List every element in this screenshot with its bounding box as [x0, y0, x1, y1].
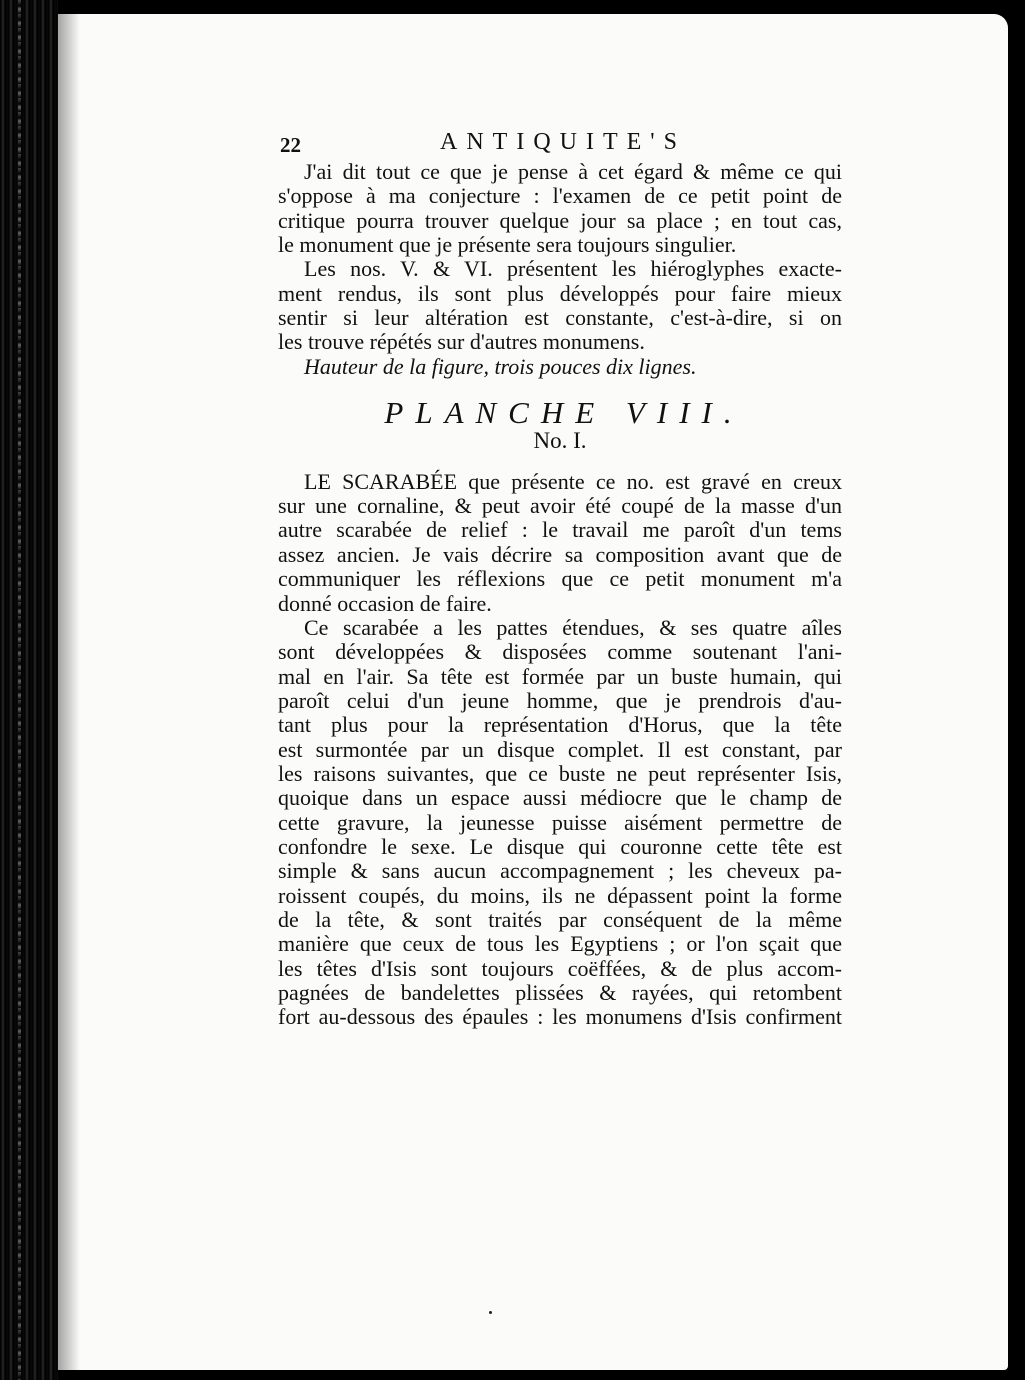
text-line: les trouve répétés sur d'autres monumens.: [278, 329, 645, 355]
text-line: sont développées & disposées comme soutenant l'ani-: [278, 639, 842, 665]
paragraph: [278, 257, 842, 354]
text-line: LE SCARABÉE que présente ce no. est gravé en creux: [304, 468, 842, 494]
text-line: roissent coupés, du moins, ils ne dépassent point la forme: [278, 882, 842, 908]
text-line: de la tête, & sont traités par conséquent de la même: [278, 906, 842, 932]
text-line: paroît celui d'un jeune homme, que je prendrois d'au-: [278, 687, 842, 713]
text-line: manière que ceux de tous les Egyptiens ; or l'on sçait que: [278, 931, 842, 957]
text-line: cette gravure, la jeunesse puisse aisément permettre de: [278, 809, 842, 835]
text-line: mal en l'air. Sa tête est formée par un buste humain, qui: [278, 663, 842, 689]
text-line: assez ancien. Je vais décrire sa composition avant que de: [278, 541, 842, 567]
text-line: les raisons suivantes, que ce buste ne peut représenter Isis,: [278, 760, 842, 786]
text-line: confondre le sexe. Le disque qui couronne cette tête est: [278, 833, 842, 859]
text-line: J'ai dit tout ce que je pense à cet égard & même ce qui: [304, 159, 842, 184]
text-line: Ce scarabée a les pattes étendues, & ses quatre aîles: [304, 614, 842, 640]
text-line: sur une cornaline, & peut avoir été coupé de la masse d'un: [278, 493, 842, 519]
ink-speck: [489, 1311, 492, 1314]
text-line: le monument que je présente sera toujours singulier.: [278, 232, 737, 258]
text-line: critique pourra trouver quelque jour sa place ; en tout cas,: [278, 207, 842, 233]
text-line: les têtes d'Isis sont toujours coëffées, & de plus accom-: [278, 955, 842, 981]
text-line: communiquer les réflexions que ce petit monument m'a: [278, 566, 842, 592]
text-line: s'oppose à ma conjecture : l'examen de ce petit point de: [278, 183, 842, 209]
text-line: quoique dans un espace aussi médiocre que le champ de: [278, 785, 842, 811]
running-head: ANTIQUITE'S: [440, 129, 686, 155]
text-line: donné occasion de faire.: [278, 590, 492, 616]
height-note: Hauteur de la figure, trois pouces dix lignes.: [304, 353, 697, 379]
text-line: fort au-dessous des épaules : les monumens d'Isis confirment: [278, 1004, 842, 1030]
text-line: autre scarabée de relief : le travail me paroît d'un tems: [278, 517, 842, 543]
page-number: 22: [280, 133, 301, 157]
paragraph: [278, 470, 842, 616]
text-line: sentir si leur altération est constante, c'est-à-dire, si on: [278, 305, 842, 331]
page-header: [278, 130, 842, 158]
text-line: est surmontée par un disque complet. Il est constant, par: [278, 736, 842, 762]
paragraph: [278, 160, 842, 257]
text-line: tant plus pour la représentation d'Horus, que la tête: [278, 712, 842, 738]
text-line: Les nos. V. & VI. présentent les hiéroglyphes exacte-: [304, 256, 842, 282]
text-line: simple & sans aucun accompagnement ; les cheveux pa-: [278, 858, 842, 884]
plate-number: No. I.: [533, 428, 587, 454]
text-line: ment rendus, ils sont plus développés pour faire mieux: [278, 280, 842, 306]
book-binding-edge: [0, 0, 58, 1380]
text-block: [278, 130, 842, 1030]
plate-title: PLANCHE VIII.: [384, 395, 744, 431]
paragraph: [278, 616, 842, 1030]
text-line: pagnées de bandelettes plissées & rayées, qui retombent: [278, 980, 842, 1005]
